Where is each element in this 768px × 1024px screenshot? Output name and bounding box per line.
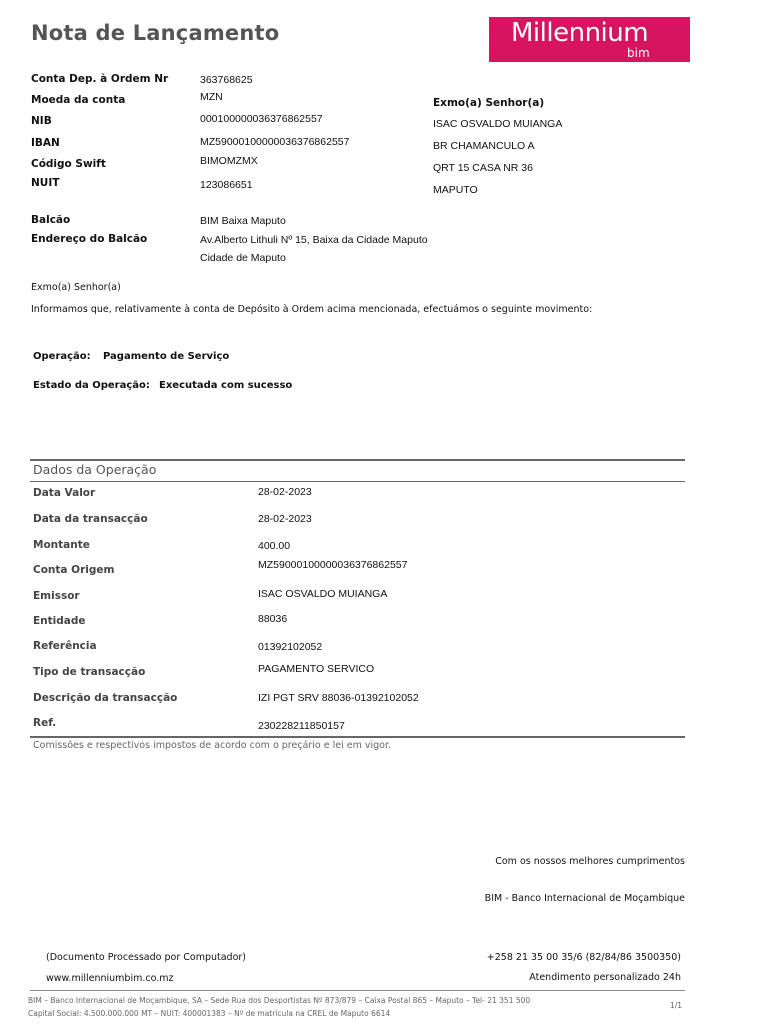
website-link[interactable]: www.millenniumbim.co.mz	[46, 973, 174, 984]
details-title: Dados da Operação	[33, 462, 157, 477]
fees-note: Comissões e respectivos impostos de acordo com o preçário e lei em vigor.	[33, 740, 392, 751]
detail-label: Data Valor	[33, 487, 96, 499]
recipient-line: BR CHAMANCULO A	[433, 140, 535, 152]
account-number-label: Conta Dep. à Ordem Nr	[31, 73, 169, 85]
bank-logo	[489, 17, 690, 62]
detail-label: Montante	[33, 539, 90, 551]
closing-bank: BIM - Banco Internacional de Moçambique	[484, 893, 685, 904]
operation-label: Operação:	[33, 351, 91, 362]
detail-label: Descrição da transacção	[33, 692, 178, 704]
branch-address-line2: Cidade de Maputo	[200, 252, 286, 264]
legal-line-2: Capital Social: 4.500.000.000 MT – NUIT: 400001383 – Nº de matrícula na CREL de Maputo 6614	[28, 1009, 391, 1018]
logo-name: Millennium	[511, 18, 649, 48]
nib-label: NIB	[31, 115, 52, 127]
detail-label: Data da transacção	[33, 513, 148, 525]
service-hours: Atendimento personalizado 24h	[529, 972, 681, 983]
detail-value: 28-02-2023	[258, 486, 312, 498]
swift-value: BIMOMZMX	[200, 155, 258, 167]
section-rule-top	[30, 459, 685, 461]
detail-label: Tipo de transacção	[33, 666, 146, 678]
recipient-heading: Exmo(a) Senhor(a)	[433, 97, 545, 109]
recipient-line: MAPUTO	[433, 184, 478, 196]
intro-text: Informamos que, relativamente à conta de Depósito à Ordem acima mencionada, efectuámos o seguinte movimento:	[31, 304, 593, 315]
section-rule-header	[30, 481, 685, 482]
nuit-label: NUIT	[31, 177, 60, 189]
detail-value: IZI PGT SRV 88036-01392102052	[258, 692, 419, 704]
iban-value: MZ59000100000036376862557	[200, 136, 350, 148]
legal-line-1: BIM – Banco Internacional de Moçambique, SA – Sede Rua dos Desportistas Nº 873/879 – Caixa Postal 865 – Maputo – Tel- 21 351 500	[28, 996, 531, 1005]
contact-phone: +258 21 35 00 35/6 (82/84/86 3500350)	[486, 952, 681, 963]
recipient-line: ISAC OSVALDO MUIANGA	[433, 118, 563, 130]
detail-value: PAGAMENTO SERVICO	[258, 663, 375, 675]
branch-address-line1: Av.Alberto Lithuli Nº 15, Baixa da Cidade Maputo	[200, 234, 428, 246]
footer-rule	[30, 990, 685, 991]
detail-label: Referência	[33, 640, 97, 652]
detail-label: Conta Origem	[33, 564, 115, 576]
operation-status-label: Estado da Operação:	[33, 380, 150, 391]
detail-value: MZ59000100000036376862557	[258, 559, 408, 571]
detail-value: 28-02-2023	[258, 513, 312, 525]
page-number: 1/1	[670, 1001, 683, 1010]
nuit-value: 123086651	[200, 179, 253, 191]
detail-value: ISAC OSVALDO MUIANGA	[258, 588, 388, 600]
detail-value: 400.00	[258, 540, 291, 552]
processed-note: (Documento Processado por Computador)	[46, 952, 246, 963]
detail-label: Ref.	[33, 717, 57, 729]
nib-value: 000100000036376862557	[200, 113, 323, 125]
operation-value: Pagamento de Serviço	[103, 351, 230, 362]
swift-label: Código Swift	[31, 158, 106, 170]
account-number-value: 363768625	[200, 74, 253, 86]
branch-address-label: Endereço do Balcão	[31, 233, 148, 245]
iban-label: IBAN	[31, 137, 60, 149]
detail-label: Entidade	[33, 615, 86, 627]
logo-sub: bim	[627, 46, 650, 60]
operation-status-value: Executada com sucesso	[159, 380, 293, 391]
detail-value: 01392102052	[258, 641, 323, 653]
branch-label: Balcão	[31, 214, 71, 226]
document-title: Nota de Lançamento	[31, 21, 280, 45]
detail-label: Emissor	[33, 590, 80, 602]
currency-value: MZN	[200, 91, 223, 103]
branch-value: BIM Baixa Maputo	[200, 215, 286, 227]
currency-label: Moeda da conta	[31, 94, 126, 106]
recipient-line: QRT 15 CASA NR 36	[433, 162, 533, 174]
section-rule-bottom	[30, 736, 685, 738]
closing-regards: Com os nossos melhores cumprimentos	[495, 856, 685, 867]
detail-value: 230228211850157	[258, 720, 345, 732]
intro-greeting: Exmo(a) Senhor(a)	[31, 282, 121, 293]
detail-value: 88036	[258, 613, 288, 625]
